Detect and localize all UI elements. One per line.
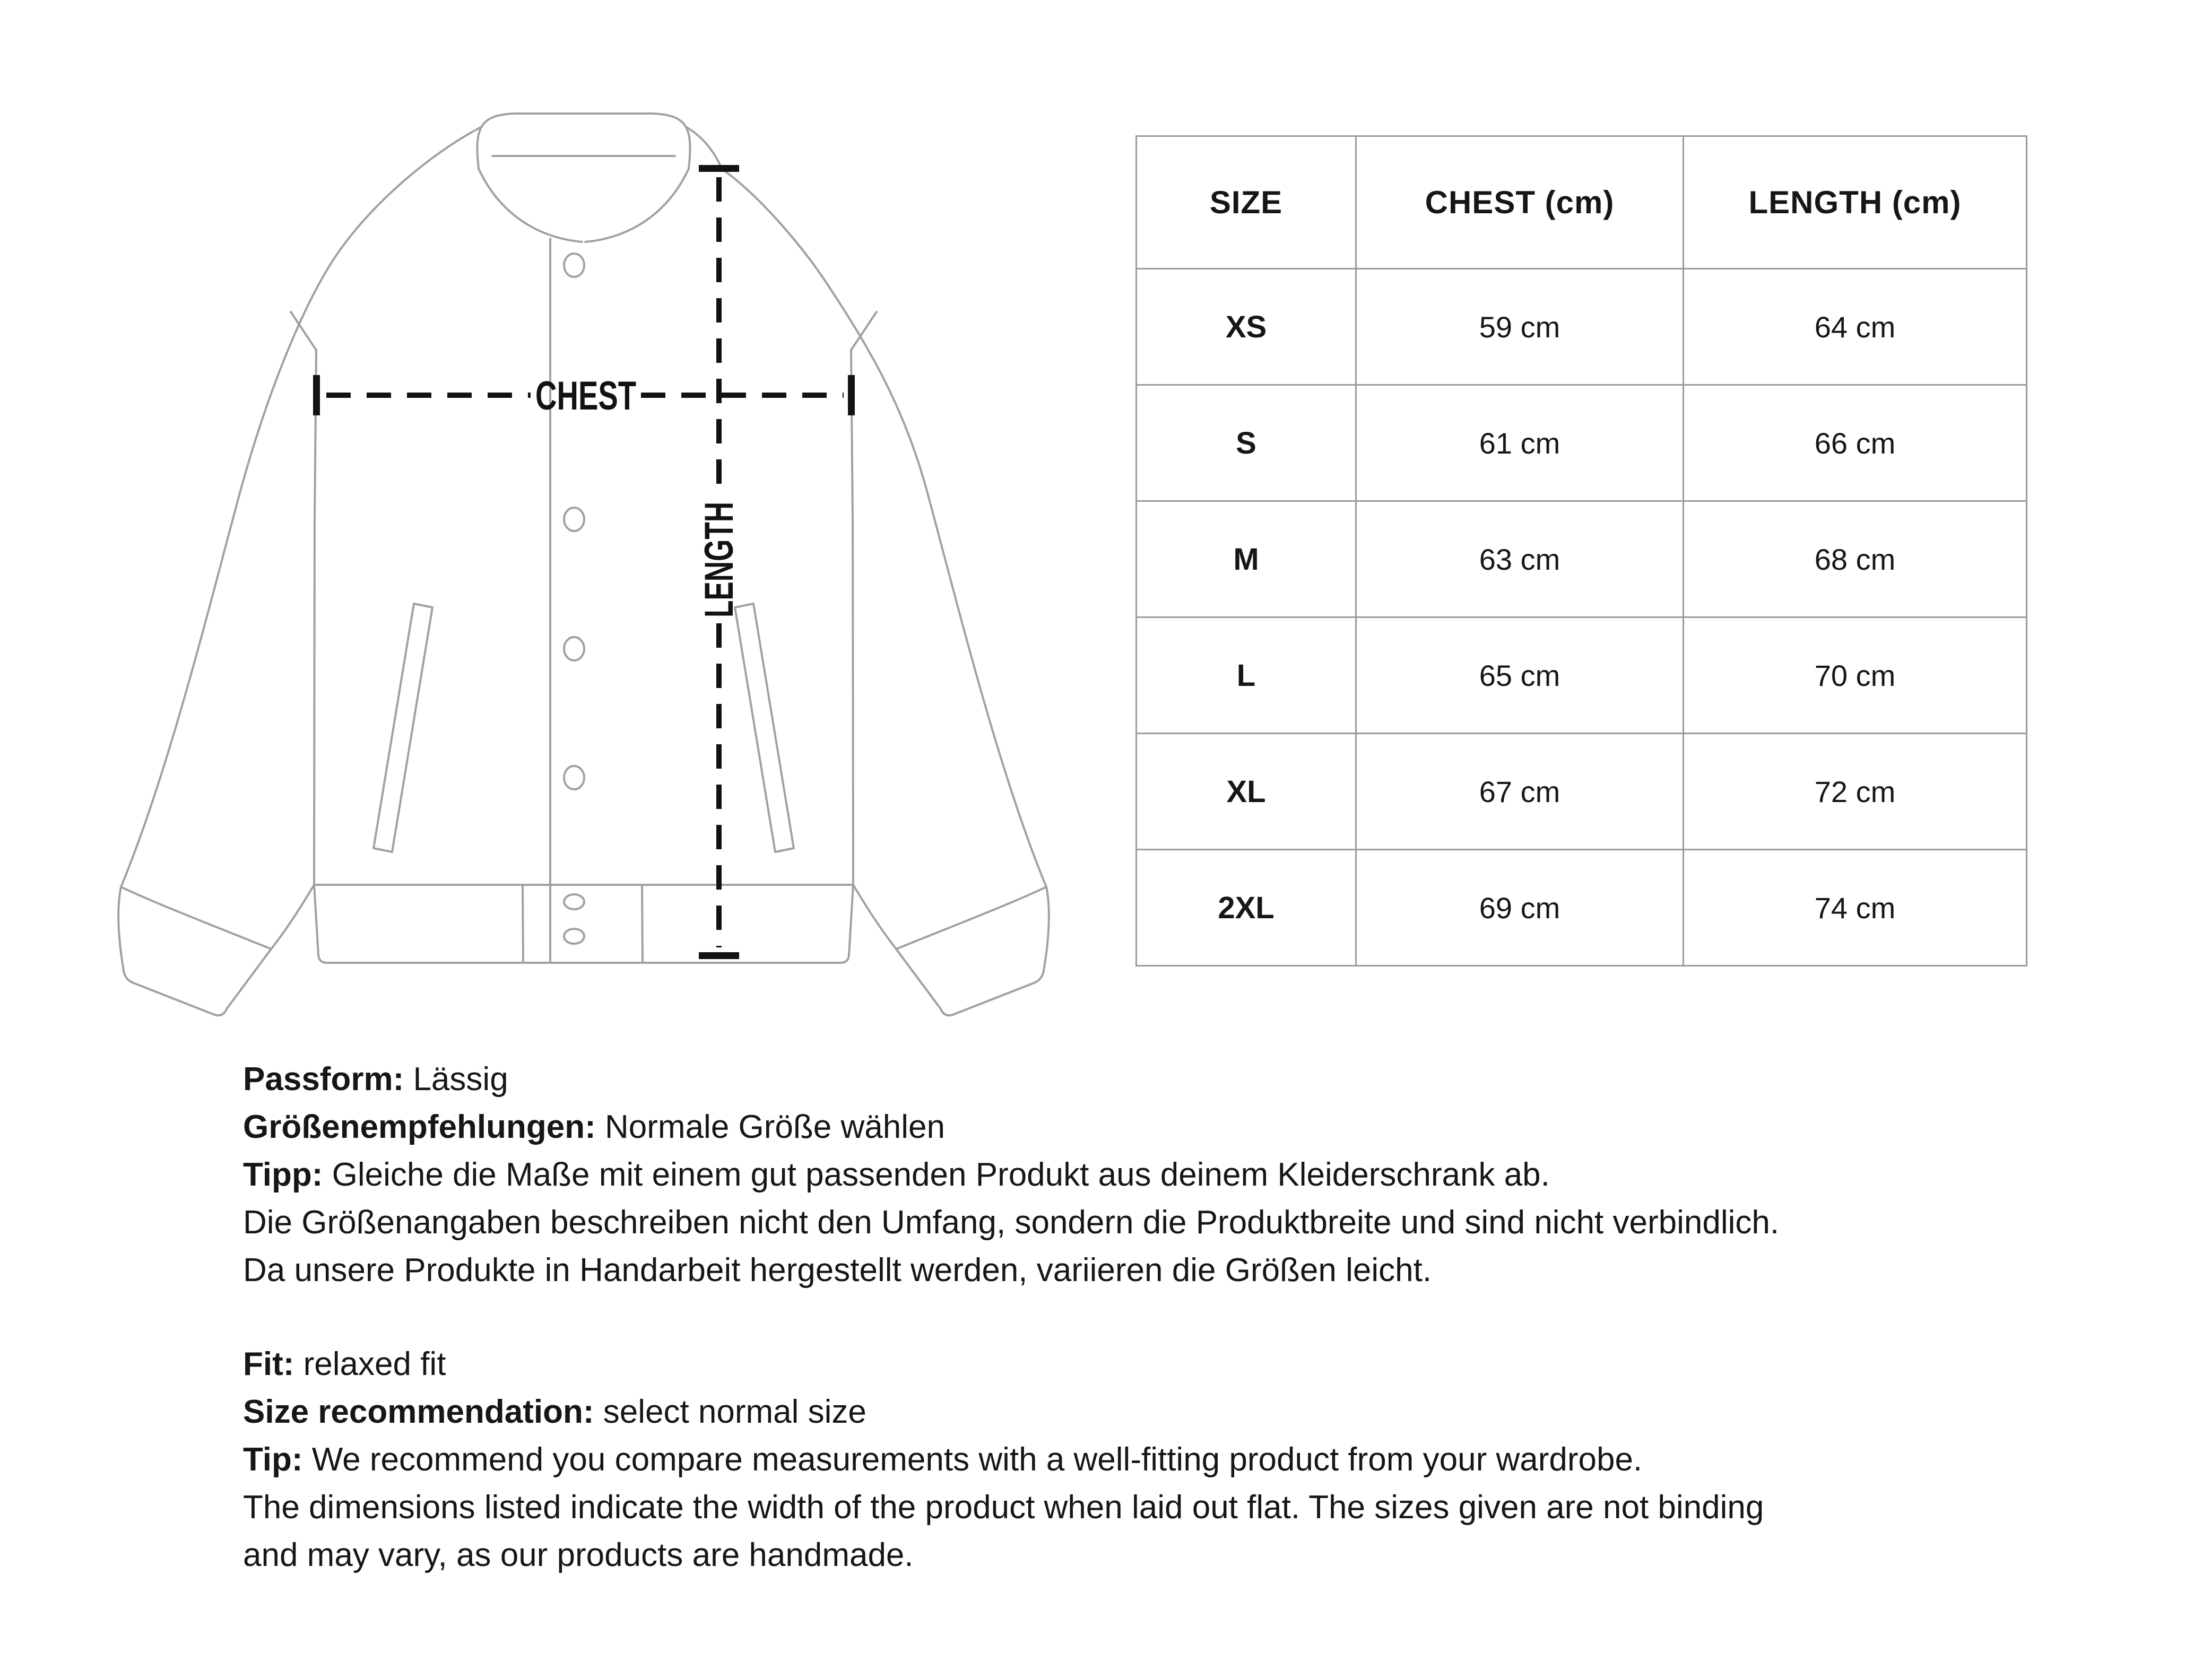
size-rec-line-de	[243, 1103, 1779, 1151]
size-chart-table	[1135, 135, 2027, 967]
pocket-right	[735, 604, 794, 852]
note-line-de: Da unsere Produkte in Handarbeit hergestellt werden, variieren die Größen leicht.	[243, 1252, 1432, 1289]
column-header-size: SIZE	[1137, 136, 1356, 269]
table-row	[1137, 501, 2027, 617]
size-cell: 2XL	[1137, 850, 1356, 966]
tip-value-de: Gleiche die Maße mit einem gut passenden Produkt aus deinem Kleiderschrank ab.	[332, 1156, 1550, 1193]
fit-label-de: Passform:	[243, 1061, 404, 1098]
pocket-left	[374, 604, 432, 852]
size-cell: M	[1137, 501, 1356, 617]
sleeve-outer-left	[121, 127, 481, 887]
jacket-sketch	[118, 114, 1048, 1015]
note-line-de: Die Größenangaben beschreiben nicht den Umfang, sondern die Produktbreite und sind nicht verbindlich.	[243, 1204, 1780, 1241]
fit-line-en	[243, 1340, 1764, 1388]
table-row	[1137, 269, 2027, 385]
size-cell: S	[1137, 385, 1356, 501]
side-seam-right	[851, 350, 854, 885]
table-row	[1137, 385, 2027, 501]
note-line-en: The dimensions listed indicate the width of the product when laid out flat. The sizes given are not binding	[243, 1489, 1764, 1526]
length-cell: 66 cm	[1684, 385, 2027, 501]
length-cell: 68 cm	[1684, 501, 2027, 617]
column-header-length: LENGTH (cm)	[1684, 136, 2027, 269]
chest-cell: 65 cm	[1356, 617, 1684, 734]
fit-value-de: Lässig	[413, 1061, 508, 1098]
button	[564, 766, 584, 789]
chest-cell: 61 cm	[1356, 385, 1684, 501]
size-rec-line-en	[243, 1388, 1764, 1436]
length-cell: 72 cm	[1684, 734, 2027, 850]
tip-value-en: We recommend you compare measurements with a well-fitting product from your wardrobe.	[311, 1441, 1643, 1478]
cuff-seam-left	[121, 887, 271, 949]
cuff-seam-right	[896, 887, 1046, 949]
table-header-row	[1137, 136, 2027, 269]
hem-button	[564, 894, 584, 909]
table-row	[1137, 734, 2027, 850]
note-line-en: and may vary, as our products are handmade.	[243, 1537, 914, 1573]
fit-label-en: Fit:	[243, 1346, 294, 1382]
button	[564, 254, 584, 277]
tip-line-de	[243, 1151, 1779, 1199]
chest-measure	[313, 373, 855, 419]
side-seam-left	[314, 350, 316, 885]
notes-german	[243, 1056, 1779, 1294]
tip-label-de: Tipp:	[243, 1156, 323, 1193]
size-rec-value-de: Normale Größe wählen	[605, 1109, 945, 1145]
sleeve-outer-right	[722, 169, 1046, 887]
button	[564, 637, 584, 660]
tip-line-en	[243, 1436, 1764, 1484]
length-measure	[697, 165, 742, 959]
fit-line-de	[243, 1056, 1779, 1103]
size-cell: XS	[1137, 269, 1356, 385]
length-tick-bottom	[699, 952, 739, 959]
size-cell: L	[1137, 617, 1356, 734]
chest-cell: 59 cm	[1356, 269, 1684, 385]
jacket-measurement-diagram	[96, 80, 1088, 1056]
chest-cell: 63 cm	[1356, 501, 1684, 617]
chest-label: CHEST	[535, 373, 636, 419]
size-rec-label-en: Size recommendation:	[243, 1394, 594, 1430]
column-header-chest: CHEST (cm)	[1356, 136, 1684, 269]
length-cell: 64 cm	[1684, 269, 2027, 385]
length-tick-top	[699, 165, 739, 172]
length-cell: 70 cm	[1684, 617, 2027, 734]
size-rec-label-de: Größenempfehlungen:	[243, 1109, 596, 1145]
neck-seam-right	[687, 127, 722, 169]
sleeve-inner-left	[271, 885, 314, 949]
size-rec-value-en: select normal size	[603, 1394, 866, 1430]
table-row	[1137, 617, 2027, 734]
sleeve-inner-right	[853, 885, 896, 949]
chest-tick-right	[848, 375, 855, 415]
hem-button	[564, 929, 584, 944]
table-row	[1137, 850, 2027, 966]
notes-english	[243, 1340, 1764, 1579]
chest-tick-left	[313, 375, 320, 415]
size-cell: XL	[1137, 734, 1356, 850]
length-label: LENGTH	[697, 451, 742, 617]
button	[564, 508, 584, 531]
chest-cell: 67 cm	[1356, 734, 1684, 850]
chest-cell: 69 cm	[1356, 850, 1684, 966]
fit-value-en: relaxed fit	[303, 1346, 446, 1382]
hem-band-outline	[314, 885, 853, 963]
collar-band	[477, 114, 690, 169]
hem-band-division-right	[642, 885, 643, 963]
tip-label-en: Tip:	[243, 1441, 303, 1478]
collar-lapel-right	[585, 169, 689, 242]
cuff-outline-left	[118, 887, 271, 1015]
length-cell: 74 cm	[1684, 850, 2027, 966]
cuff-outline-right	[896, 887, 1049, 1015]
raglan-seam-left	[291, 312, 316, 350]
collar-lapel-left	[479, 169, 582, 242]
